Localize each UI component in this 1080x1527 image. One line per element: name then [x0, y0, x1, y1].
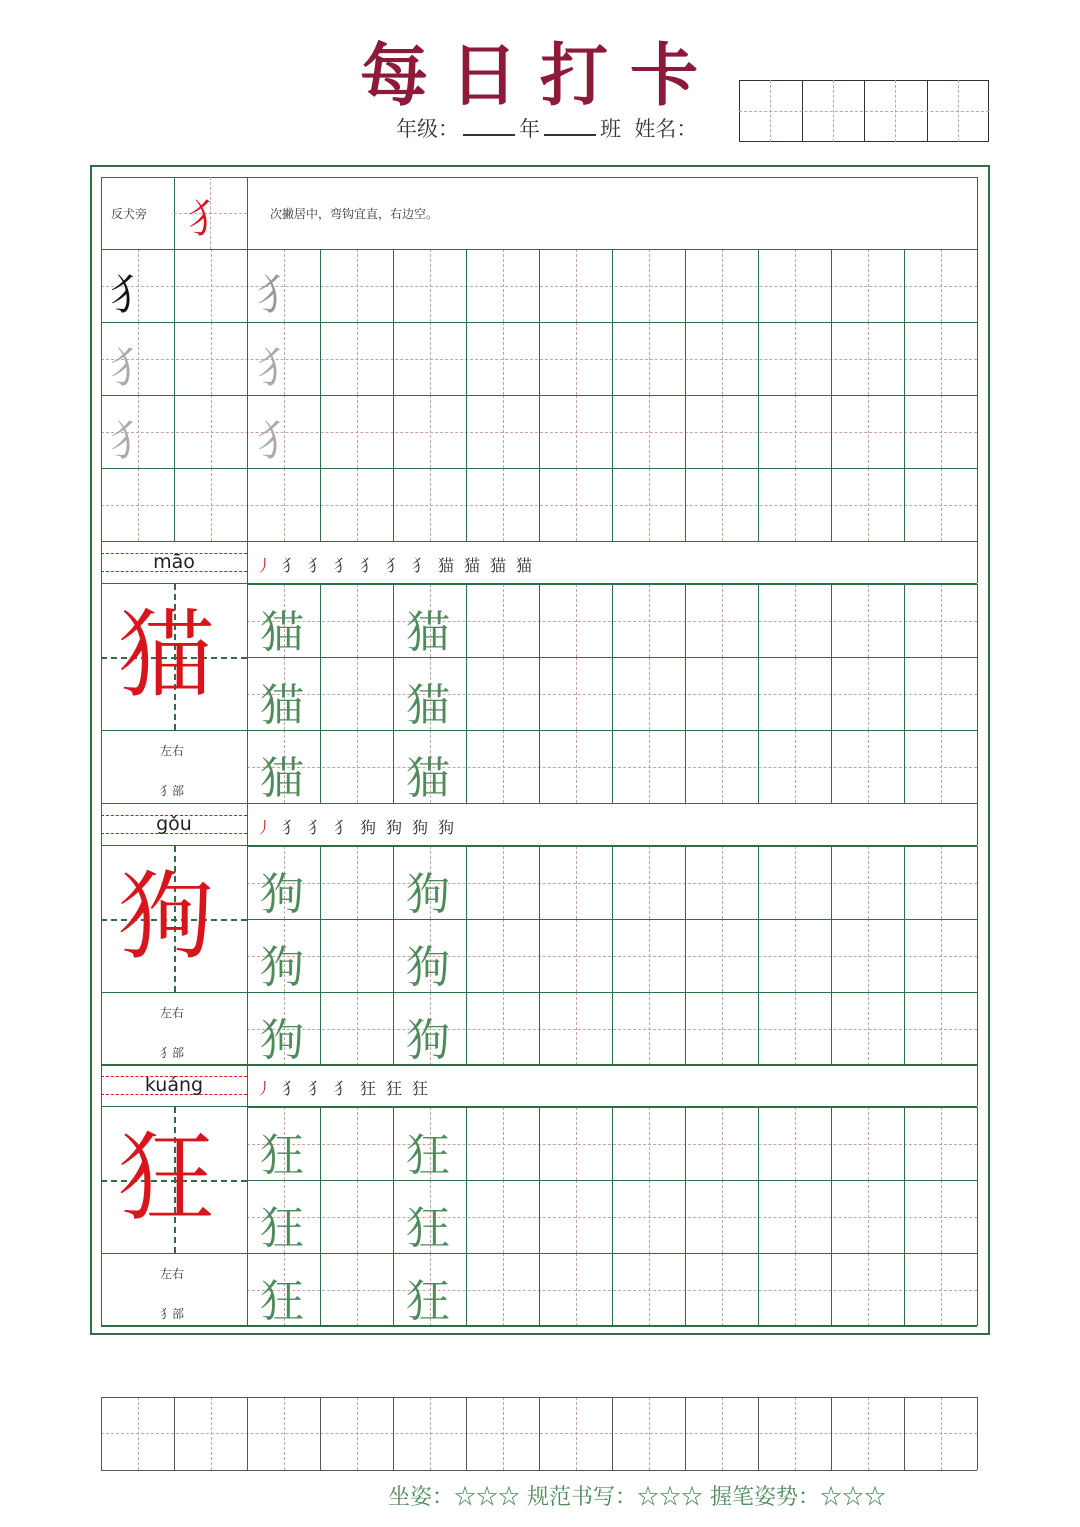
year-label: 年: [519, 117, 540, 141]
radical-label: 犭部: [160, 1307, 185, 1321]
grid-line: [101, 249, 102, 322]
grid-line: [612, 730, 613, 803]
grid-line: [612, 1107, 613, 1180]
practice-character: 狂: [406, 1276, 450, 1327]
grid-line: [977, 1397, 978, 1470]
grid-line: [612, 395, 613, 468]
stroke-order-step: 狗: [438, 818, 455, 837]
radical-model-char: 犭: [188, 196, 228, 242]
radical-trace: 犭: [110, 343, 153, 392]
grid-line: [977, 919, 978, 992]
grid-line: [466, 1107, 467, 1180]
grid-line: [904, 919, 905, 992]
practice-character: 狗: [406, 869, 450, 920]
practice-character: 狗: [406, 1015, 450, 1066]
grid-line: [612, 1180, 613, 1253]
stroke-order-step: 犭: [334, 1079, 351, 1098]
grid-line: [101, 1065, 247, 1066]
radical-name: 反犬旁: [111, 207, 148, 221]
grid-line: [831, 1180, 832, 1253]
radical-trace: 犭: [257, 270, 300, 319]
grid-line: [174, 395, 175, 468]
grid-line: [831, 919, 832, 992]
grid-line: [977, 584, 978, 657]
grid-line: [539, 249, 540, 322]
grid-line: [101, 1397, 977, 1398]
grid-line: [101, 177, 102, 249]
grid-line: [904, 468, 905, 541]
grid-line: [539, 730, 540, 803]
grid-line: [904, 992, 905, 1065]
grid-line: [612, 919, 613, 992]
grid-line: [247, 1326, 977, 1327]
grid-line: [758, 322, 759, 395]
grid-line: [174, 1397, 175, 1470]
grid-line: [539, 395, 540, 468]
grid-line: [466, 1180, 467, 1253]
grid-line: [320, 1180, 321, 1253]
grid-line: [904, 322, 905, 395]
stroke-order-step: 丿: [256, 818, 273, 837]
grid-line: [758, 584, 759, 657]
grid-line: [101, 846, 102, 1065]
grid-line: [904, 1107, 905, 1180]
structure-label: 左右: [160, 744, 185, 758]
grid-line: [174, 249, 175, 322]
grid-line: [685, 1253, 686, 1326]
grid-line: [831, 322, 832, 395]
grid-line: [685, 919, 686, 992]
stroke-order-step: 犭: [412, 556, 429, 575]
grid-line: [539, 468, 540, 541]
stroke-order-step: 犭: [308, 818, 325, 837]
radical-sample: 犭: [110, 270, 153, 319]
grid-line: [904, 1253, 905, 1326]
model-character: 狗: [118, 861, 214, 973]
grid-line: [685, 1180, 686, 1253]
grid-line: [739, 111, 989, 112]
stroke-order-step: 犭: [386, 556, 403, 575]
grid-line: [685, 1107, 686, 1180]
grid-line: [247, 1107, 977, 1108]
grid-line: [101, 1397, 102, 1470]
grid-line: [831, 1253, 832, 1326]
grid-line: [320, 1397, 321, 1470]
grade-label: 年级：: [396, 117, 459, 141]
grid-line: [977, 992, 978, 1065]
grid-line: [758, 1180, 759, 1253]
practice-character: 狂: [260, 1130, 304, 1181]
grid-line: [101, 249, 977, 250]
grid-line: [904, 730, 905, 803]
grid-line: [612, 992, 613, 1065]
stroke-order-step: 猫: [438, 556, 455, 575]
grid-line: [101, 1326, 247, 1327]
grid-line: [758, 1397, 759, 1470]
stroke-order-step: 犭: [308, 556, 325, 575]
grid-line: [101, 395, 977, 396]
grid-line: [247, 1253, 977, 1254]
grid-line: [247, 584, 977, 585]
grid-line: [320, 657, 321, 730]
stroke-order-step: 狗: [386, 818, 403, 837]
grid-line: [758, 992, 759, 1065]
radical-label: 犭部: [160, 1046, 185, 1060]
grid-line: [612, 1397, 613, 1470]
stroke-order-step: 犭: [282, 556, 299, 575]
practice-frame: [90, 165, 990, 1335]
grid-line: [612, 322, 613, 395]
grid-line: [977, 803, 978, 845]
grid-line: [320, 584, 321, 657]
stroke-order-step: 猫: [516, 556, 533, 575]
grid-line: [101, 1470, 977, 1471]
grid-line: [977, 322, 978, 395]
grid-line: [393, 395, 394, 468]
grid-line: [101, 1253, 247, 1254]
grid-line: [539, 992, 540, 1065]
model-character: 猫: [118, 599, 214, 711]
grid-line: [247, 468, 248, 541]
grid-line: [831, 1107, 832, 1180]
grid-line: [320, 1253, 321, 1326]
grid-line: [904, 1397, 905, 1470]
grid-line: [612, 584, 613, 657]
radical-tip: 次撇居中，弯钩宜直，右边空。: [270, 207, 439, 221]
stroke-order-step: 狂: [386, 1079, 403, 1098]
stroke-order-step: 狂: [360, 1079, 377, 1098]
grid-line: [247, 846, 248, 1065]
grid-line: [758, 1107, 759, 1180]
page-title: 每日打卡: [359, 36, 720, 116]
grid-line: [247, 1065, 977, 1066]
pinyin: gǒu: [156, 813, 192, 835]
grid-line: [831, 846, 832, 919]
grid-line: [904, 1180, 905, 1253]
grid-line: [539, 584, 540, 657]
stroke-order-step: 丿: [256, 556, 273, 575]
practice-character: 狗: [260, 942, 304, 993]
grid-line: [685, 846, 686, 919]
practice-character: 狗: [406, 942, 450, 993]
grid-line: [904, 249, 905, 322]
radical-trace: 犭: [257, 416, 300, 465]
grid-line: [247, 730, 977, 731]
grid-line: [247, 584, 248, 803]
grid-line: [685, 249, 686, 322]
grid-line: [831, 468, 832, 541]
grid-line: [393, 249, 394, 322]
stroke-order-step: 犭: [282, 1079, 299, 1098]
grid-line: [320, 992, 321, 1065]
grid-line: [247, 846, 977, 847]
grid-line: [174, 322, 175, 395]
grid-line: [466, 919, 467, 992]
grid-line: [247, 992, 977, 993]
practice-character: 狂: [260, 1276, 304, 1327]
radical-trace: 犭: [110, 416, 153, 465]
grid-line: [393, 1253, 394, 1326]
grid-line: [466, 395, 467, 468]
grid-line: [247, 657, 977, 658]
practice-character: 猫: [406, 680, 450, 731]
grid-line: [685, 584, 686, 657]
grid-line: [466, 657, 467, 730]
stroke-order-step: 犭: [308, 1079, 325, 1098]
grid-line: [831, 395, 832, 468]
grid-line: [101, 395, 102, 468]
grid-line: [831, 249, 832, 322]
grid-line: [393, 322, 394, 395]
grid-line: [539, 657, 540, 730]
grid-line: [393, 1107, 394, 1180]
practice-character: 狂: [260, 1203, 304, 1254]
grid-line: [612, 249, 613, 322]
grid-line: [247, 919, 977, 920]
grid-line: [539, 1107, 540, 1180]
grid-line: [977, 1253, 978, 1326]
grid-line: [101, 1064, 977, 1065]
stroke-order-step: 丿: [256, 1079, 273, 1098]
grid-line: [758, 846, 759, 919]
grid-line: [977, 177, 978, 249]
grid-line: [393, 468, 394, 541]
grid-line: [977, 1107, 978, 1180]
grid-line: [466, 730, 467, 803]
grid-line: [977, 395, 978, 468]
grid-line: [685, 395, 686, 468]
grid-line: [393, 730, 394, 803]
grid-line: [101, 468, 102, 541]
radical-label: 犭部: [160, 784, 185, 798]
grid-line: [466, 1253, 467, 1326]
pinyin: kuáng: [144, 1074, 204, 1096]
grid-line: [758, 468, 759, 541]
grid-line: [101, 584, 102, 803]
grid-line: [247, 1397, 248, 1470]
stroke-order-step: 狗: [412, 818, 429, 837]
grid-line: [831, 1397, 832, 1470]
grid-line: [101, 992, 247, 993]
grid-line: [758, 1253, 759, 1326]
rating-footer: 坐姿：☆☆☆ 规范书写：☆☆☆ 握笔姿势：☆☆☆: [388, 1485, 886, 1510]
stroke-order-step: 犭: [334, 556, 351, 575]
grid-line: [320, 919, 321, 992]
stroke-order-step: 狗: [360, 818, 377, 837]
grid-line: [393, 846, 394, 919]
grid-line: [612, 846, 613, 919]
practice-character: 猫: [260, 680, 304, 731]
grid-line: [685, 468, 686, 541]
grid-line: [685, 992, 686, 1065]
grid-line: [977, 730, 978, 803]
grid-line: [539, 846, 540, 919]
class-blank[interactable]: [544, 116, 596, 136]
grade-blank[interactable]: [463, 116, 515, 136]
grid-line: [831, 657, 832, 730]
practice-character: 猫: [260, 753, 304, 804]
grid-line: [247, 322, 248, 395]
grid-line: [393, 657, 394, 730]
grid-line: [320, 395, 321, 468]
grid-line: [977, 468, 978, 541]
grid-line: [247, 177, 248, 249]
grid-line: [320, 846, 321, 919]
stroke-order-step: 犭: [360, 556, 377, 575]
grid-line: [539, 1180, 540, 1253]
practice-character: 猫: [260, 607, 304, 658]
grid-line: [977, 541, 978, 583]
grid-line: [685, 1397, 686, 1470]
structure-label: 左右: [160, 1267, 185, 1281]
grid-line: [393, 919, 394, 992]
grid-line: [758, 919, 759, 992]
grid-line: [904, 846, 905, 919]
stroke-order-step: 猫: [490, 556, 507, 575]
grid-line: [758, 395, 759, 468]
practice-character: 猫: [406, 607, 450, 658]
stroke-order-step: 犭: [334, 818, 351, 837]
pinyin: māo: [153, 551, 195, 573]
grid-line: [831, 992, 832, 1065]
model-character: 狂: [118, 1122, 214, 1234]
grid-line: [466, 322, 467, 395]
grid-line: [977, 1180, 978, 1253]
practice-character: 猫: [406, 753, 450, 804]
grid-line: [101, 177, 977, 178]
grid-line: [904, 657, 905, 730]
grid-line: [247, 1064, 248, 1106]
grid-line: [320, 322, 321, 395]
grid-line: [539, 1253, 540, 1326]
grid-line: [685, 322, 686, 395]
class-label: 班: [600, 117, 621, 141]
grid-line: [247, 1180, 977, 1181]
grid-line: [466, 584, 467, 657]
grid-line: [101, 1325, 977, 1326]
grid-line: [758, 657, 759, 730]
grid-line: [174, 468, 175, 541]
grid-line: [320, 730, 321, 803]
stroke-order-step: 狂: [412, 1079, 429, 1098]
grid-line: [758, 730, 759, 803]
grid-line: [247, 541, 248, 583]
grid-line: [466, 846, 467, 919]
grid-line: [320, 249, 321, 322]
grid-line: [101, 730, 247, 731]
radical-trace: 犭: [257, 343, 300, 392]
grid-line: [393, 1397, 394, 1470]
grid-line: [466, 1397, 467, 1470]
grid-line: [539, 1397, 540, 1470]
grid-line: [977, 846, 978, 919]
grid-line: [247, 395, 248, 468]
grid-line: [247, 1107, 248, 1326]
grid-line: [539, 919, 540, 992]
grid-line: [466, 249, 467, 322]
grid-line: [977, 249, 978, 322]
grid-line: [320, 1107, 321, 1180]
grid-line: [758, 249, 759, 322]
grid-line: [101, 1107, 102, 1326]
grid-line: [685, 730, 686, 803]
grid-line: [539, 322, 540, 395]
practice-character: 狗: [260, 869, 304, 920]
grid-line: [831, 584, 832, 657]
grid-line: [904, 395, 905, 468]
grid-line: [685, 657, 686, 730]
name-label: 姓名：: [634, 117, 698, 141]
grid-line: [320, 468, 321, 541]
student-info-line: [396, 113, 697, 143]
grid-line: [612, 1253, 613, 1326]
grid-line: [101, 541, 977, 542]
grid-line: [247, 803, 248, 845]
grid-line: [466, 992, 467, 1065]
grid-line: [101, 322, 977, 323]
practice-character: 狂: [406, 1130, 450, 1181]
practice-character: 狗: [260, 1015, 304, 1066]
grid-line: [393, 1180, 394, 1253]
stroke-order-step: 猫: [464, 556, 481, 575]
structure-label: 左右: [160, 1006, 185, 1020]
grid-line: [977, 657, 978, 730]
grid-line: [101, 468, 977, 469]
grid-line: [393, 584, 394, 657]
grid-line: [612, 468, 613, 541]
grid-line: [393, 992, 394, 1065]
grid-line: [466, 468, 467, 541]
grid-line: [101, 803, 977, 804]
grid-line: [247, 249, 248, 322]
practice-character: 狂: [406, 1203, 450, 1254]
grid-line: [831, 730, 832, 803]
grid-line: [904, 584, 905, 657]
grid-line: [101, 322, 102, 395]
grid-line: [612, 657, 613, 730]
stroke-order-step: 犭: [282, 818, 299, 837]
grid-line: [977, 1064, 978, 1106]
